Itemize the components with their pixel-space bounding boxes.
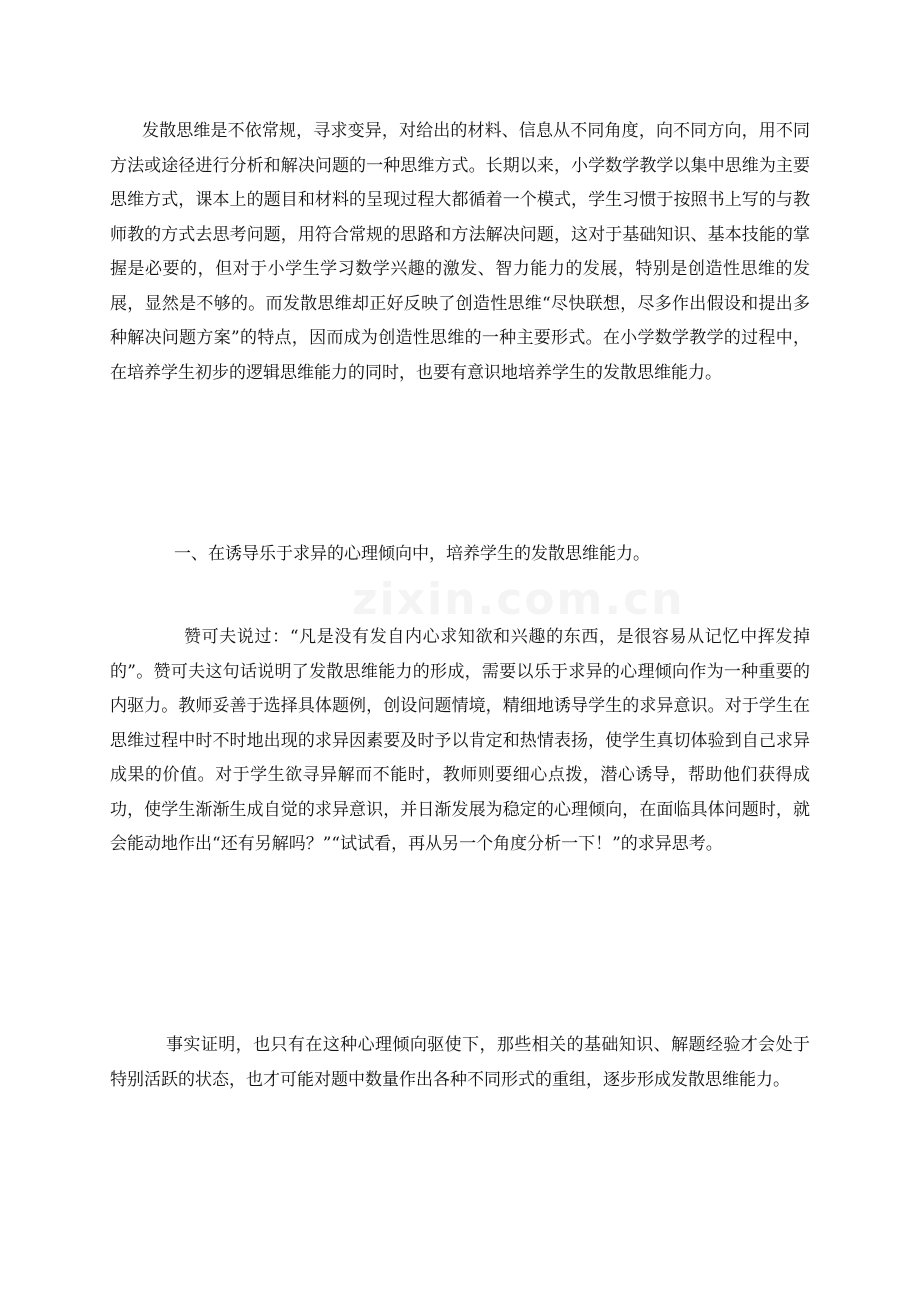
body-paragraph: 赞可夫说过：“凡是没有发自内心求知欲和兴趣的东西，是很容易从记忆中挥发掉的”。赞可夫这句话说明了发散思维能力的形成，需要以乐于求异的心理倾向作为一种重要的内驱力。教师妥善于选择具体题例，创设问题情境，精细地诱导学生的求异意识。对于学生在思维过程中时不时地出现的求异因素要及时予以肯定和热情表扬，使学生真切体验到自己求异成果的价值。对于学生欲寻异解而不能时，教师则要细心点拨，潜心诱导，帮助他们获得成功，使学生渐渐生成自觉的求异意识，并日渐发展为稳定的心理倾向，在面临具体问题时，就会能动地作出“还有另解吗？”“试试看，再从另一个角度分析一下！”的求异思考。 bbox=[110, 627, 810, 854]
body-paragraph: 事实证明，也只有在这种心理倾向驱使下，那些相关的基础知识、解题经验才会处于特别活跃的状态，也才可能对题中数量作出各种不同形式的重组，逐步形成发散思维能力。 bbox=[110, 1035, 810, 1090]
watermark: zixin.com.cn bbox=[352, 574, 685, 625]
section-heading: 一、在诱导乐于求异的心理倾向中，培养学生的发散思维能力。 bbox=[174, 544, 650, 564]
intro-paragraph: 发散思维是不依常规，寻求变异，对给出的材料、信息从不同角度，向不同方向，用不同方法或途径进行分析和解决问题的一种思维方式。长期以来，小学数学教学以集中思维为主要思维方式，课本上的题目和材料的呈现过程大都循着一个模式，学生习惯于按照书上写的与教师教的方式去思考问题，用符合常规的思路和方法解决问题，这对于基础知识、基本技能的掌握是必要的，但对于小学生学习数学兴趣的激发、智力能力的发展，特别是创造性思维的发展，显然是不够的。而发散思维却正好反映了创造性思维“尽快联想，尽多作出假设和提出多种解决问题方案”的特点，因而成为创造性思维的一种主要形式。在小学数学教学的过程中，在培养学生初步的逻辑思维能力的同时，也要有意识地培养学生的发散思维能力。 bbox=[110, 121, 810, 383]
